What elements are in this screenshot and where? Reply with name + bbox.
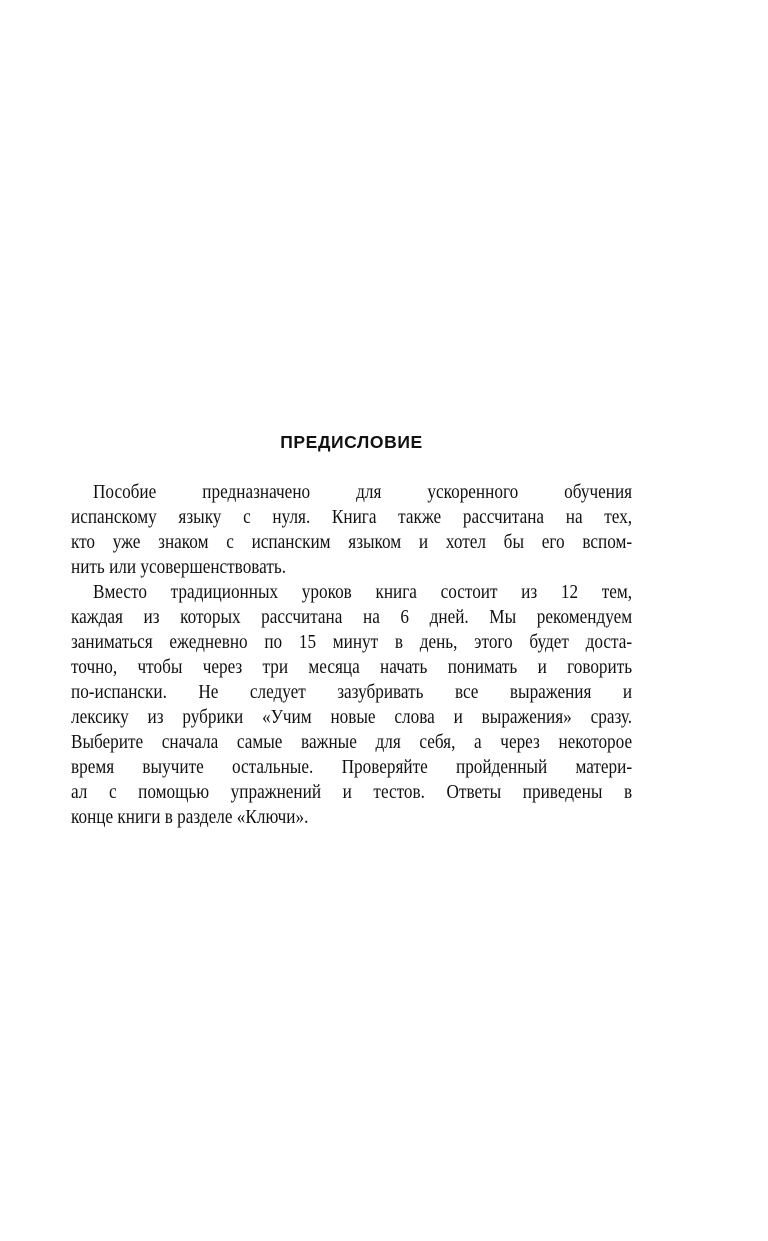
paragraph-1 bbox=[71, 480, 632, 580]
text-line: ал с помощью упражнений и тестов. Ответы приведены в bbox=[71, 781, 633, 803]
paragraph-2 bbox=[71, 580, 632, 830]
text-line: нить или усовершенствовать. bbox=[71, 556, 287, 578]
text-line: Пособие предназначено для ускоренного обучения bbox=[93, 481, 633, 503]
text-line: испанскому языку с нуля. Книга также рассчитана на тех, bbox=[71, 506, 633, 528]
text-line: Выберите сначала самые важные для себя, а через некоторое bbox=[71, 731, 633, 753]
text-line: конце книги в разделе «Ключи». bbox=[71, 806, 309, 828]
document-page bbox=[71, 428, 632, 830]
text-line: каждая из которых рассчитана на 6 дней. Мы рекомендуем bbox=[71, 606, 633, 628]
text-line: точно, чтобы через три месяца начать понимать и говорить bbox=[71, 656, 633, 678]
text-line: время выучите остальные. Проверяйте пройденный матери- bbox=[71, 756, 633, 778]
text-line: по-испански. Не следует зазубривать все выражения и bbox=[71, 681, 633, 703]
page-title: ПРЕДИСЛОВИЕ bbox=[280, 432, 423, 452]
text-line: заниматься ежедневно по 15 минут в день, этого будет доста- bbox=[71, 631, 633, 653]
text-line: Вместо традиционных уроков книга состоит из 12 тем, bbox=[93, 581, 633, 603]
text-line: кто уже знаком с испанским языком и хотел бы его вспом- bbox=[71, 531, 633, 553]
text-line: лексику из рубрики «Учим новые слова и выражения» сразу. bbox=[71, 706, 633, 728]
